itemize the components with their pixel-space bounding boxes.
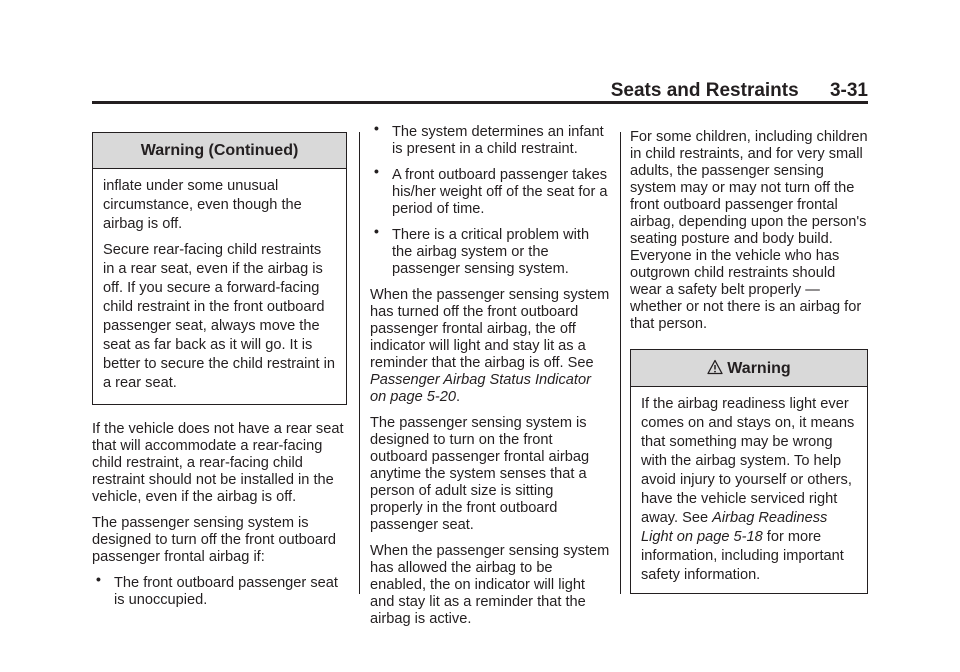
bullet-icon: • bbox=[374, 163, 379, 179]
warning-continued-box bbox=[92, 132, 347, 405]
page-number: 3-31 bbox=[829, 80, 868, 101]
list-item bbox=[370, 223, 610, 278]
warning-box-body bbox=[93, 169, 346, 404]
cross-reference: Passenger Airbag Status Indicator on page 5-20 bbox=[370, 372, 591, 405]
paragraph-text: When the passenger sensing system has turned off the front outboard passenger frontal airbag, the off indicator will light and stay lit as a reminder that the airbag is off. See bbox=[370, 287, 610, 371]
body-paragraph bbox=[370, 287, 610, 406]
warning-box-header bbox=[631, 350, 867, 387]
section-title: Seats and Restraints bbox=[610, 80, 799, 101]
page-header bbox=[92, 80, 868, 102]
body-paragraph: For some children, including children in child restraints, and for very small adults, the passenger sensing system may or may not turn off the front outboard passenger frontal airbag, depending upon the person's seating posture and body build. Everyone in the vehicle who has outgrown child restraints should wear a safety belt properly — whether or not there is an airbag for that person. bbox=[630, 129, 868, 332]
list-item-text: The front outboard passenger seat is unoccupied. bbox=[114, 575, 338, 608]
body-paragraph: If the vehicle does not have a rear seat that will accommodate a rear-facing child restraint, a rear-facing child restraint should not be installed in the vehicle, even if the airbag is off. bbox=[92, 421, 344, 505]
header-rule bbox=[92, 101, 868, 104]
list-item bbox=[370, 120, 610, 158]
column-divider bbox=[620, 132, 621, 594]
warning-text bbox=[641, 395, 857, 585]
paragraph-text: . bbox=[456, 389, 461, 405]
warning-box-title: Warning (Continued) bbox=[93, 133, 346, 169]
warning-box-body bbox=[631, 387, 867, 593]
body-paragraph: When the passenger sensing system has allowed the airbag to be enabled, the on indicator will light and stay lit as a reminder that the airbag is active. bbox=[370, 543, 610, 627]
warning-box bbox=[630, 349, 868, 594]
paragraph-text: for more information, including important safety information. bbox=[641, 529, 844, 583]
column-3 bbox=[630, 129, 868, 610]
list-item-text: The system determines an infant is present in a child restraint. bbox=[392, 124, 604, 157]
bullet-icon: • bbox=[374, 223, 379, 239]
paragraph-text: If the airbag readiness light ever comes on and stays on, it means that something may be wrong with the airbag system. To help avoid injury to yourself or others, have the vehicle serviced right away. See bbox=[641, 396, 855, 526]
body-paragraph: The passenger sensing system is designed to turn on the front outboard passenger frontal airbag anytime the system senses that a person of adult size is sitting properly in the front outboard passenger seat. bbox=[370, 415, 590, 533]
column-divider bbox=[359, 132, 360, 594]
warning-text: Secure rear-facing child restraints in a rear seat, even if the airbag is off. If you secure a forward-facing child restraint in the front outboard passenger seat, always move the seat as far back as it will go. It is better to secure the child restraint in a rear seat. bbox=[103, 242, 335, 391]
list-item-text: There is a critical problem with the airbag system or the passenger sensing system. bbox=[392, 227, 590, 277]
cross-reference: Airbag Readiness Light on page 5-18 bbox=[641, 510, 828, 545]
warning-text: inflate under some unusual circumstance, even though the airbag is off. bbox=[103, 178, 302, 232]
column-1 bbox=[92, 132, 347, 618]
bullet-list bbox=[370, 120, 610, 278]
body-paragraph: The passenger sensing system is designed to turn off the front outboard passenger frontal airbag if: bbox=[92, 515, 336, 565]
bullet-icon: • bbox=[374, 120, 379, 136]
list-item bbox=[370, 163, 610, 218]
warning-triangle-icon bbox=[707, 359, 723, 375]
column-2 bbox=[370, 120, 610, 637]
warning-box-title: Warning bbox=[727, 360, 791, 377]
list-item-text: A front outboard passenger takes his/her weight off of the seat for a period of time. bbox=[392, 167, 608, 217]
bullet-icon: • bbox=[96, 571, 101, 587]
bullet-list bbox=[92, 571, 347, 609]
list-item bbox=[92, 571, 347, 609]
